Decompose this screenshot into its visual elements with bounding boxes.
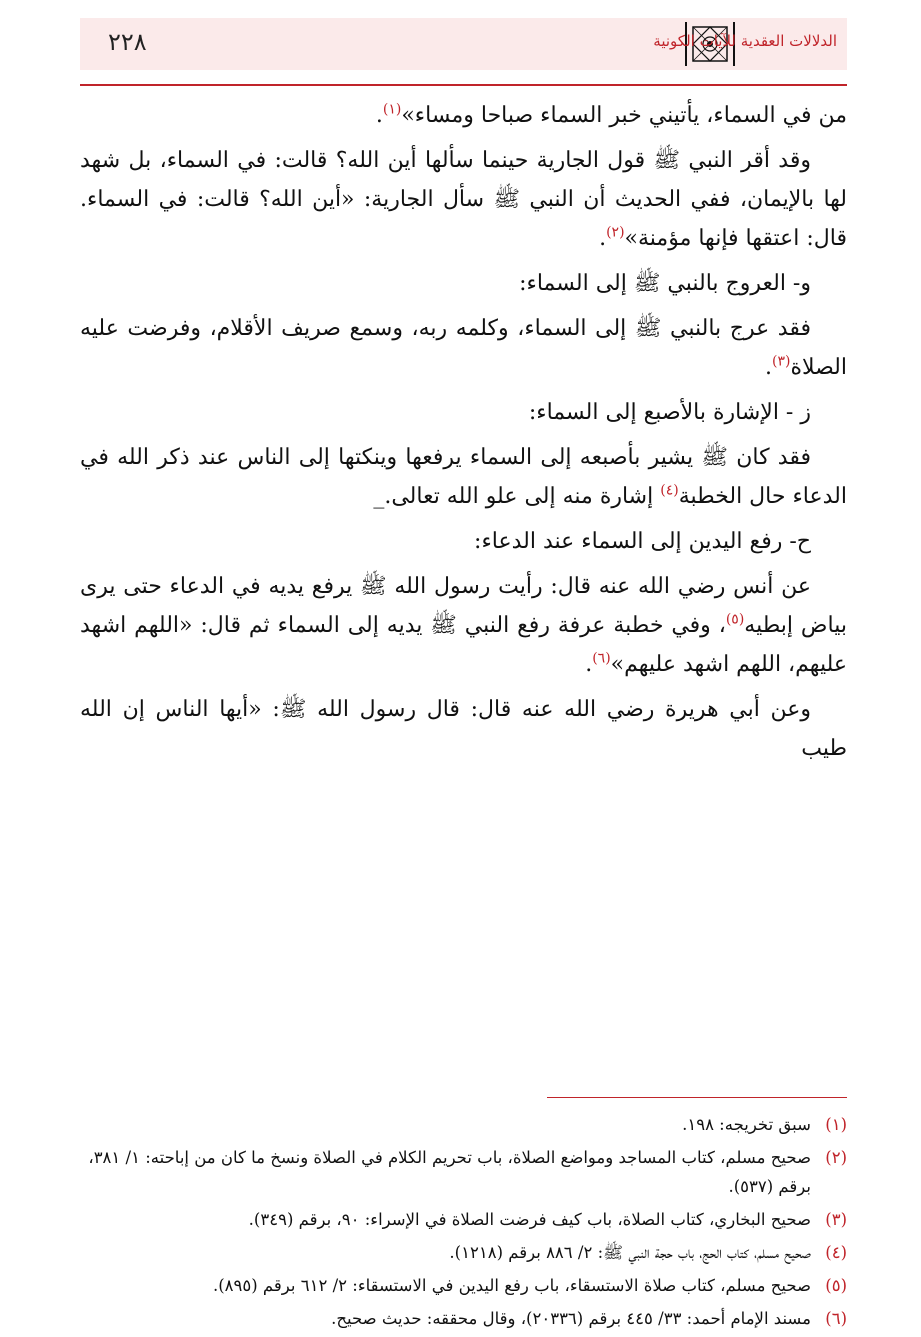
footnote-item	[80, 1143, 847, 1201]
footnote-number: (٣)	[825, 1210, 847, 1229]
footnote-text: صحيح البخاري، كتاب الصلاة، باب كيف فرضت الصلاة في الإسراء: ٩٠، برقم (٣٤٩).	[248, 1210, 811, 1229]
footnote-text: سبق تخريجه: ١٩٨.	[682, 1115, 811, 1134]
section-heading: ح- رفع اليدين إلى السماء عند الدعاء:	[474, 529, 811, 554]
footnotes	[80, 1110, 847, 1337]
paragraph: وعن أبي هريرة رضي الله عنه قال: قال رسول الله ﷺ: «أيها الناس إن الله طيب	[80, 697, 847, 761]
footnote-number: (٢)	[825, 1148, 847, 1167]
footnote-item	[80, 1110, 847, 1139]
footnote-item	[80, 1205, 847, 1234]
section-heading: ز - الإشارة بالأصبع إلى السماء:	[528, 400, 811, 425]
footnote-divider	[547, 1097, 847, 1098]
paragraph: عن أنس رضي الله عنه قال: رأيت رسول الله ﷺ يرفع يديه في الدعاء حتى يرى بياض إبطيه$^{(٥)}$، وفي خطبة عرفة رفع النبي ﷺ يديه إلى السماء ثم قال: «اللهم اشهد عليهم، اللهم اشهد عليهم»$^{(٦)}$.	[80, 574, 847, 677]
footnote-text: صحيح مسلم، كتاب المساجد ومواضع الصلاة، باب تحريم الكلام في الصلاة ونسخ ما كان من إباحته: ١/ ٣٨١، برقم (٥٣٧).	[88, 1148, 811, 1196]
footnote-item	[80, 1304, 847, 1333]
footnote-ref[interactable]: (٦)	[592, 650, 611, 667]
footnote-text: مسند الإمام أحمد: ٣٣/ ٤٤٥ برقم (٢٠٣٣٦)، وقال محققه: حديث صحيح.	[331, 1309, 811, 1328]
footnote-item	[80, 1271, 847, 1300]
footnote-text: صحيح مسلم، كتاب صلاة الاستسقاء، باب رفع اليدين في الاستسقاء: ٢/ ٦١٢ برقم (٨٩٥).	[212, 1276, 811, 1295]
footnote-number: (٤)	[825, 1243, 847, 1262]
paragraph: من في السماء، يأتيني خبر السماء صباحا ومساء»$^{(١)}$.	[375, 101, 847, 128]
footnote-ref[interactable]: (٥)	[725, 611, 745, 628]
footnote-item	[80, 1238, 847, 1267]
page-header	[80, 18, 847, 70]
header-title: الدلالات العقدية للآيات الكونية	[653, 32, 837, 50]
footnote-ref[interactable]: (٣)	[771, 353, 791, 370]
paragraph: فقد عرج بالنبي ﷺ إلى السماء، وكلمه ربه، وسمع صريف الأقلام، وفرضت عليه الصلاة$^{(٣)}$.	[80, 316, 847, 380]
section-heading: و- العروج بالنبي ﷺ إلى السماء:	[519, 271, 811, 296]
main-text	[80, 96, 847, 774]
footnote-ref[interactable]: (٤)	[660, 482, 679, 499]
page-number: ٢٢٨	[108, 28, 147, 56]
footnote-ref[interactable]: (٢)	[606, 224, 625, 241]
footnote-ref[interactable]: (١)	[382, 101, 402, 118]
paragraph: وقد أقر النبي ﷺ قول الجارية حينما سألها أين الله؟ قالت: في السماء، بل شهد لها بالإيمان، ففي الحديث أن النبي ﷺ سأل الجارية: «أين الله؟ قالت: في السماء. قال: اعتقها فإنها مؤمنة»$^{(٢)}$.	[80, 148, 847, 251]
footnote-number: (٦)	[825, 1309, 847, 1328]
footnote-number: (٥)	[825, 1276, 847, 1295]
footnote-text: صحيح مسلم، كتاب الحج، باب حجة النبي ﷺ: ٢/ ٨٨٦ برقم (١٢١٨).	[449, 1243, 811, 1262]
paragraph: فقد كان ﷺ يشير بأصبعه إلى السماء يرفعها وينكتها إلى الناس عند ذكر الله في الدعاء حال الخطبة$^{(٤)}$ إشارة منه إلى علو الله تعالى._	[80, 445, 847, 509]
header-divider	[80, 84, 847, 86]
footnote-number: (١)	[825, 1115, 847, 1134]
